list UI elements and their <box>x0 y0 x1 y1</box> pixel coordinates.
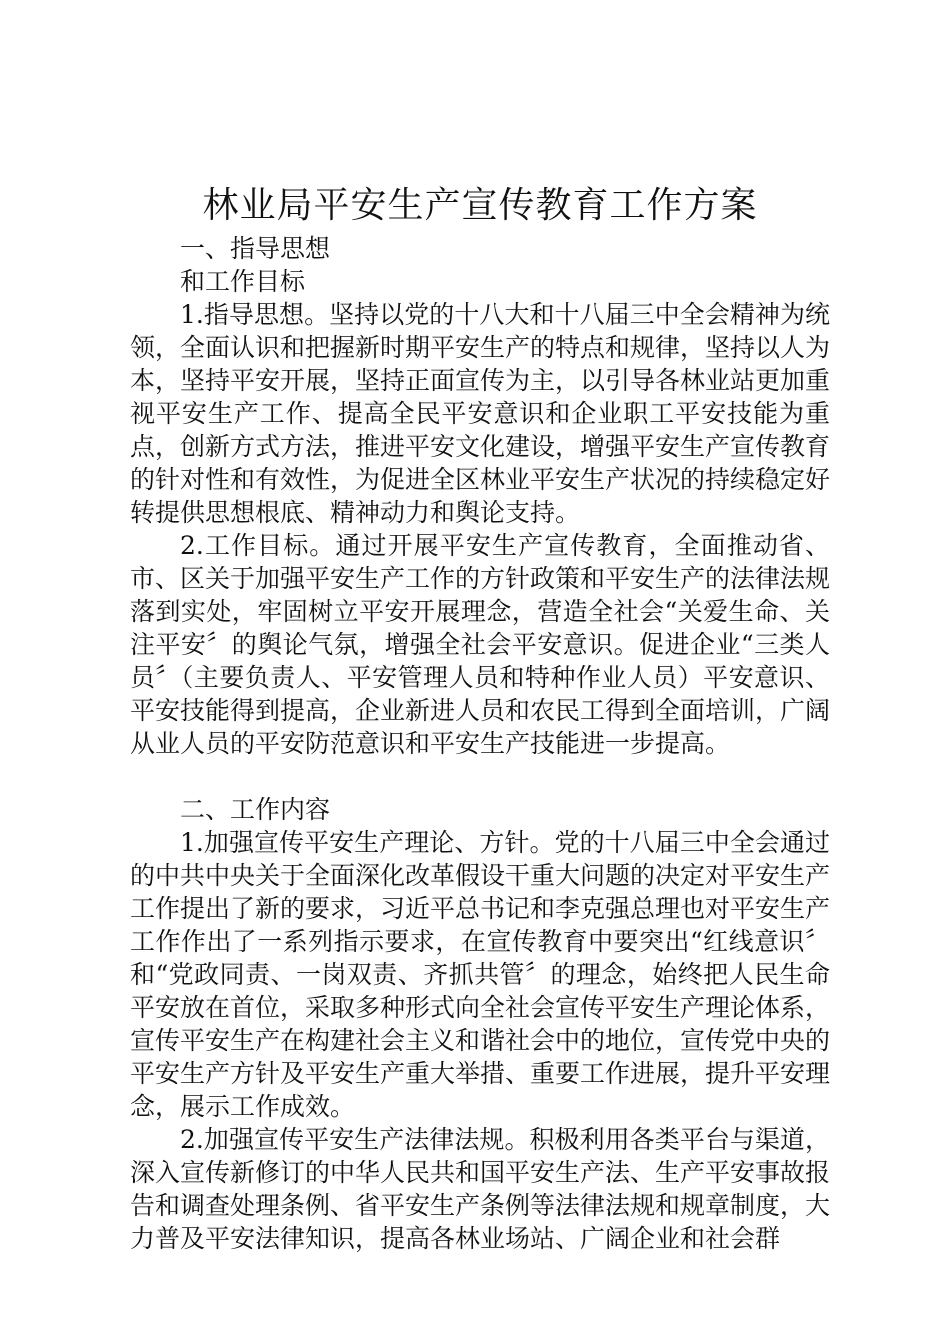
section2-heading: 二、工作内容 <box>180 795 331 824</box>
section1-heading-line1: 一、指导思想 <box>180 234 331 263</box>
document-title: 林业局平安生产宣传教育工作方案 <box>202 185 758 226</box>
section2-paragraph-theory: 1.加强宣传平安生产理论、方针。党的十八届三中全会通过的中共中央关于全面深化改革假设干重大问题的决定对平安生产工作提出了新的要求，习近平总书记和李克强总理也对平安生产工作作出了一系列指示要求，在宣传教育中要突出“红线意识〞和“党政同责、一岗双责、齐抓共管〞的理念，始终把人民生命平安放在首位，采取多种形式向全社会宣传平安生产理论体系，宣传平安生产在构建社会主义和谐社会中的地位，宣传党中央的平安生产方针及平安生产重大举措、重要工作进展，提升平安理念，展示工作成效。 <box>130 828 831 1121</box>
section1-heading-line2: 和工作目标 <box>180 267 306 296</box>
section2-paragraph-laws: 2.加强宣传平安生产法律法规。积极利用各类平台与渠道，深入宣传新修订的中华人民共和国平安生产法、生产平安事故报告和调查处理条例、省平安生产条例等法律法规和规章制度，大力普及平安法律知识，提高各林业场站、广阔企业和社会群 <box>130 1125 831 1253</box>
section1-paragraph-guiding-ideology: 1.指导思想。坚持以党的十八大和十八届三中全会精神为统领，全面认识和把握新时期平安生产的特点和规律，坚持以人为本，坚持平安开展，坚持正面宣传为主，以引导各林业站更加重视平安生产工作、提高全民平安意识和企业职工平安技能为重点，创新方式方法，推进平安文化建设，增强平安生产宣传教育的针对性和有效性，为促进全区林业平安生产状况的持续稳定好转提供思想根底、精神动力和舆论支持。 <box>130 300 831 527</box>
document-page <box>130 180 830 1255</box>
section1-paragraph-work-goals: 2.工作目标。通过开展平安生产宣传教育，全面推动省、市、区关于加强平安生产工作的方针政策和平安生产的法律法规落到实处，牢固树立平安开展理念，营造全社会“关爱生命、关注平安〞的舆论气氛，增强全社会平安意识。促进企业“三类人员〞（主要负责人、平安管理人员和特种作业人员）平安意识、平安技能得到提高，企业新进人员和农民工得到全面培训，广阔从业人员的平安防范意识和平安生产技能进一步提高。 <box>130 531 831 758</box>
section-spacer <box>130 760 830 793</box>
